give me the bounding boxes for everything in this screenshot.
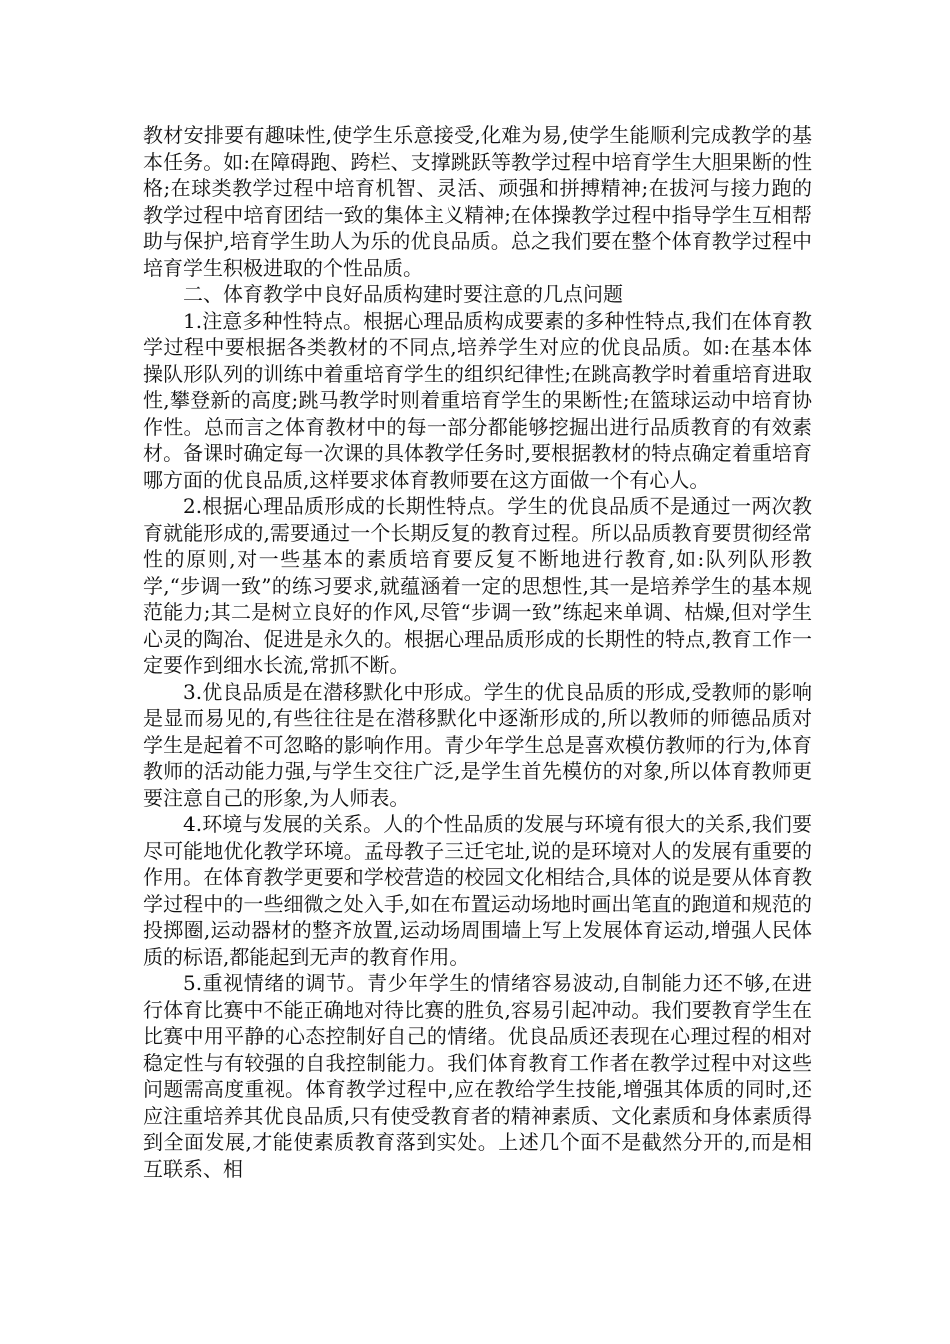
paragraph-point-4: 4.环境与发展的关系。人的个性品质的发展与环境有很大的关系,我们要尽可能地优化教学环境。孟母教子三迁宅址,说的是环境对人的发展有重要的作用。在体育教学更要和学校营造的校园文化相结合,具体的说是要从体育教学过程中的一些细微之处入手,如在布置运动场地时画出笔直的跑道和规范的投掷圈,运动器材的整齐放置,运动场周围墙上写上发展体育运动,增强人民体质的标语,都能起到无声的教育作用。 — [143, 812, 812, 969]
document-body — [143, 122, 812, 1182]
section-heading: 二、体育教学中良好品质构建时要注意的几点问题 — [183, 282, 623, 306]
paragraph-continuation: 教材安排要有趣味性,使学生乐意接受,化难为易,使学生能顺利完成教学的基本任务。如:在障碍跑、跨栏、支撑跳跃等教学过程中培育学生大胆果断的性格;在球类教学过程中培育机智、灵活、顽强和拼搏精神;在拔河与接力跑的教学过程中培育团结一致的集体主义精神;在体操教学过程中指导学生互相帮助与保护,培育学生助人为乐的优良品质。总之我们要在整个体育教学过程中培育学生积极进取的个性品质。 — [143, 123, 812, 280]
paragraph-point-2: 2.根据心理品质形成的长期性特点。学生的优良品质不是通过一两次教育就能形成的,需要通过一个长期反复的教育过程。所以品质教育要贯彻经常性的原则,对一些基本的素质培育要反复不断地进行教育,如:队列队形教学,“步调一致”的练习要求,就蕴涵着一定的思想性,其一是培养学生的基本规范能力;其二是树立良好的作风,尽管“步调一致”练起来单调、枯燥,但对学生心灵的陶冶、促进是永久的。根据心理品质形成的长期性的特点,教育工作一定要作到细水长流,常抓不断。 — [143, 494, 812, 677]
paragraph-point-3: 3.优良品质是在潜移默化中形成。学生的优良品质的形成,受教师的影响是显而易见的,有些往往是在潜移默化中逐渐形成的,所以教师的师德品质对学生是起着不可忽略的影响作用。青少年学生总是喜欢模仿教师的行为,体育教师的活动能力强,与学生交往广泛,是学生首先模仿的对象,所以体育教师更要注意自己的形象,为人师表。 — [143, 679, 812, 810]
paragraph-point-5: 5.重视情绪的调节。青少年学生的情绪容易波动,自制能力还不够,在进行体育比赛中不能正确地对待比赛的胜负,容易引起冲动。我们要教育学生在比赛中用平静的心态控制好自己的情绪。优良品质还表现在心理过程的相对稳定性与有较强的自我控制能力。我们体育教育工作者在教学过程中对这些问题需高度重视。体育教学过程中,应在教给学生技能,增强其体质的同时,还应注重培养其优良品质,只有使受教育者的精神素质、文化素质和身体素质得到全面发展,才能使素质教育落到实处。上述几个面不是截然分开的,而是相互联系、相 — [143, 971, 812, 1181]
paragraph-point-1: 1.注意多种性特点。根据心理品质构成要素的多种性特点,我们在体育教学过程中要根据各类教材的不同点,培养学生对应的优良品质。如:在基本体操队形队列的训练中着重培育学生的组织纪律性;在跳高教学时着重培育进取性,攀登新的高度;跳马教学时则着重培育学生的果断性;在篮球运动中培育协作性。总而言之体育教材中的每一部分都能够挖掘出进行品质教育的有效素材。备课时确定每一次课的具体教学任务时,要根据教材的特点确定着重培育哪方面的优良品质,这样要求体育教师要在这方面做一个有心人。 — [143, 308, 812, 492]
